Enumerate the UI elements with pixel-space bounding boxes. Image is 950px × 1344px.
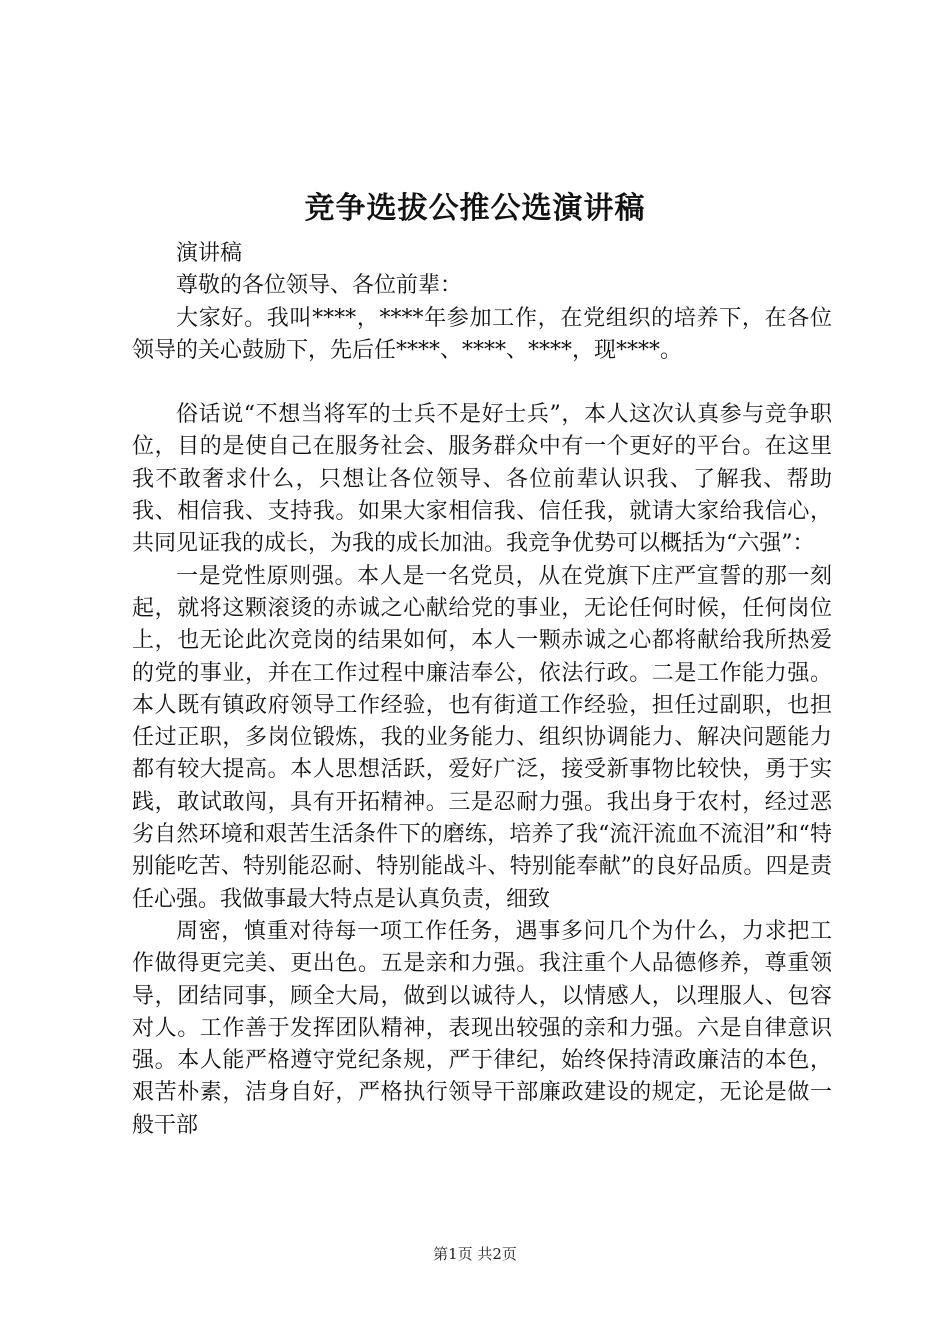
document-title: 竞争选拔公推公选演讲稿 bbox=[304, 191, 646, 226]
paragraph-strengths: 一是党性原则强。本人是一名党员，从在党旗下庄严宣誓的那一刻起，就将这颗滚烫的赤诚之心献给党的事业，无论任何时候，任何岗位上，也无论此次竞岗的结果如何，本人一颗赤诚之心都将献给我所热爱的党的事业，并在工作过程中廉洁奉公，依法行政。二是工作能力强。本人既有镇政府领导工作经验，也有街道工作经验，担任过副职，也担任过正职，多岗位锻炼，我的业务能力、组织协调能力、解决问题能力都有较大提高。本人思想活跃，爱好广泛，接受新事物比较快，勇于实践，敢试敢闯，具有开拓精神。三是忍耐力强。我出身于农村，经过恶劣自然环境和艰苦生活条件下的磨练，培养了我“流汗流血不流泪”和“特别能吃苦、特别能忍耐、特别能战斗、特别能奉献”的良好品质。四是责任心强。我做事最大特点是认真负责，细致 bbox=[132, 563, 832, 912]
document-body bbox=[132, 238, 832, 1142]
paragraph-introduction: 大家好。我叫****，****年参加工作，在党组织的培养下，在各位领导的关心鼓励下，先后任****、****、****，现****。 bbox=[132, 305, 832, 363]
paragraph-strengths-continued: 周密，慎重对待每一项工作任务，遇事多问几个为什么，力求把工作做得更完美、更出色。五是亲和力强。我注重个人品德修养，尊重领导，团结同事，顾全大局，做到以诚待人，以情感人，以理服人、包容对人。工作善于发挥团队精神，表现出较强的亲和力强。六是自律意识强。本人能严格遵守党纪条规，严于律纪，始终保持清政廉洁的本色，艰苦朴素，洁身自好，严格执行领导干部廉政建设的规定，无论是做一般干部 bbox=[132, 918, 832, 1138]
paragraph-heading: 演讲稿 bbox=[176, 241, 243, 266]
paragraph-salutation: 尊敬的各位领导、各位前辈： bbox=[176, 273, 463, 299]
page-footer: 第1页 共2页 bbox=[433, 1245, 517, 1263]
paragraph-motivation: 俗话说“不想当将军的士兵不是好士兵”，本人这次认真参与竞争职位，目的是使自己在服务社会、服务群众中有一个更好的平台。在这里我不敢奢求什么，只想让各位领导、各位前辈认识我、了解我、帮助我、相信我、支持我。如果大家相信我、信任我，就请大家给我信心，共同见证我的成长，为我的成长加油。我竞争优势可以概括为“六强”： bbox=[132, 402, 832, 557]
